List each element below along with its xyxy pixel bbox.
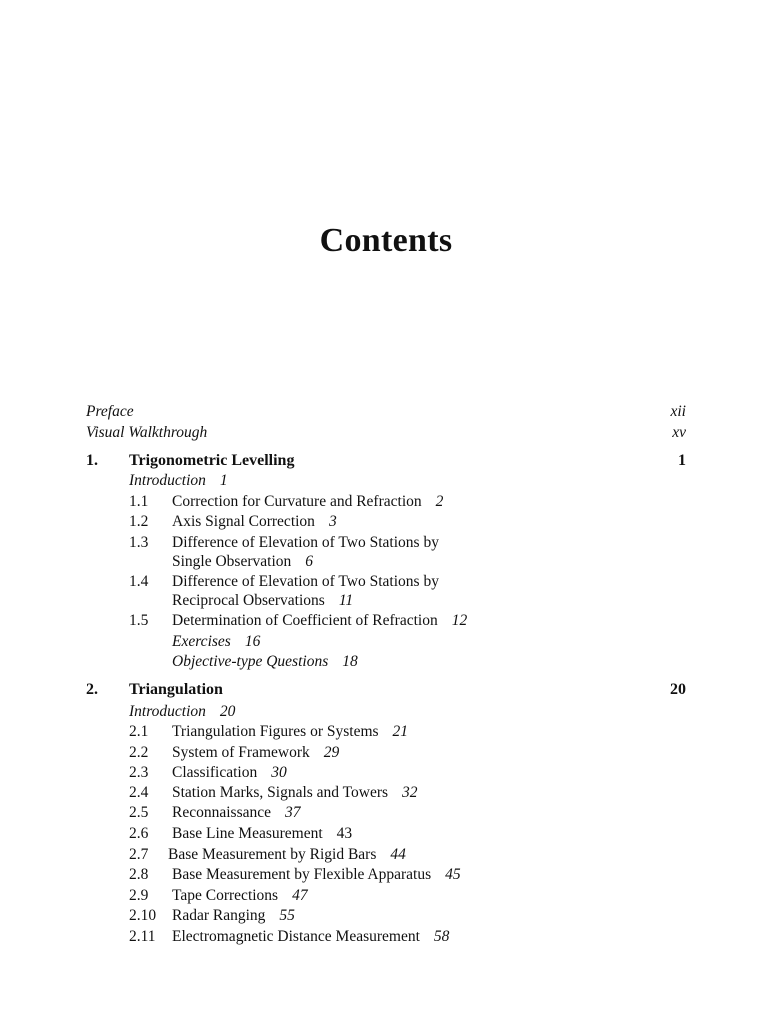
entry-label: Visual Walkthrough <box>86 424 208 441</box>
section-title: Tape Corrections <box>172 887 279 904</box>
section-page: 45 <box>445 866 461 883</box>
section-page: 3 <box>328 513 337 530</box>
entry-page: xv <box>672 424 686 441</box>
section-number: 2.8 <box>129 866 149 883</box>
entry-page: 18 <box>342 653 358 670</box>
section-title: Radar Ranging <box>172 907 266 924</box>
section-number: 2.4 <box>129 784 149 801</box>
section-title: Base Measurement by Flexible Apparatus <box>172 866 432 883</box>
chapter-number: 2. <box>86 681 98 698</box>
section-title: System of Framework <box>172 744 310 761</box>
section-page: 55 <box>279 907 295 924</box>
section-number: 2.2 <box>129 744 149 761</box>
chapter-title: Trigonometric Levelling <box>129 452 295 469</box>
entry-page: 20 <box>219 703 236 720</box>
section-number: 1.5 <box>129 612 149 629</box>
section-number: 1.2 <box>129 513 149 530</box>
section-page: 44 <box>390 846 406 863</box>
section-page: 32 <box>402 784 418 801</box>
section-page: 58 <box>433 928 450 945</box>
section-page: 2 <box>435 493 444 510</box>
entry-label: Introduction <box>129 472 206 489</box>
entry-label: Preface <box>86 403 134 420</box>
entry-label: Introduction <box>129 703 206 720</box>
section-page: 12 <box>451 612 468 629</box>
section-number: 2.5 <box>129 804 149 821</box>
toc-section-continued <box>172 591 353 611</box>
section-number: 1.3 <box>129 534 149 551</box>
section-title: Difference of Elevation of Two Stations by <box>172 573 439 590</box>
toc-entry-objective-questions <box>172 652 358 672</box>
entry-page: 1 <box>219 472 228 489</box>
section-title: Classification <box>172 764 258 781</box>
chapter-page: 20 <box>670 681 686 698</box>
section-title: Triangulation Figures or Systems <box>172 723 379 740</box>
section-page: 21 <box>392 723 409 740</box>
section-title: Electromagnetic Distance Measurement <box>172 928 420 945</box>
section-number: 2.3 <box>129 764 149 781</box>
section-title: Base Measurement by Rigid Bars <box>168 846 377 863</box>
section-title: Determination of Coefficient of Refraction <box>172 612 438 629</box>
section-title: Reciprocal Observations <box>172 592 325 609</box>
section-page: 47 <box>292 887 308 904</box>
chapter-title: Triangulation <box>129 681 223 698</box>
entry-page: xii <box>670 403 686 420</box>
section-page: 37 <box>285 804 301 821</box>
toc-entry-introduction <box>129 702 235 722</box>
section-page: 30 <box>271 764 287 781</box>
chapter-number: 1. <box>86 452 98 469</box>
section-title: Correction for Curvature and Refraction <box>172 493 422 510</box>
page-title: Contents <box>319 222 453 259</box>
section-title: Single Observation <box>172 553 292 570</box>
section-page: 11 <box>338 592 354 609</box>
section-title: Axis Signal Correction <box>172 513 315 530</box>
section-number: 2.11 <box>129 928 156 945</box>
toc-entry-introduction <box>129 471 228 491</box>
entry-page: 16 <box>244 633 261 650</box>
section-page: 29 <box>323 744 340 761</box>
section-number: 2.1 <box>129 723 149 740</box>
section-number: 2.10 <box>129 907 157 924</box>
toc-section-continued <box>172 552 313 572</box>
section-page: 6 <box>305 553 313 570</box>
section-number: 1.1 <box>129 493 149 510</box>
section-title: Base Line Measurement <box>172 825 323 842</box>
toc-entry-exercises <box>172 632 260 652</box>
section-page: 43 <box>336 825 353 842</box>
section-number: 2.6 <box>129 825 149 842</box>
entry-label: Objective-type Questions <box>172 653 329 670</box>
section-title: Station Marks, Signals and Towers <box>172 784 389 801</box>
section-title: Difference of Elevation of Two Stations by <box>172 534 439 551</box>
section-number: 1.4 <box>129 573 149 590</box>
section-title: Reconnaissance <box>172 804 271 821</box>
section-number: 2.9 <box>129 887 149 904</box>
entry-label: Exercises <box>172 633 231 650</box>
chapter-page: 1 <box>678 452 686 469</box>
section-number: 2.7 <box>129 846 149 863</box>
